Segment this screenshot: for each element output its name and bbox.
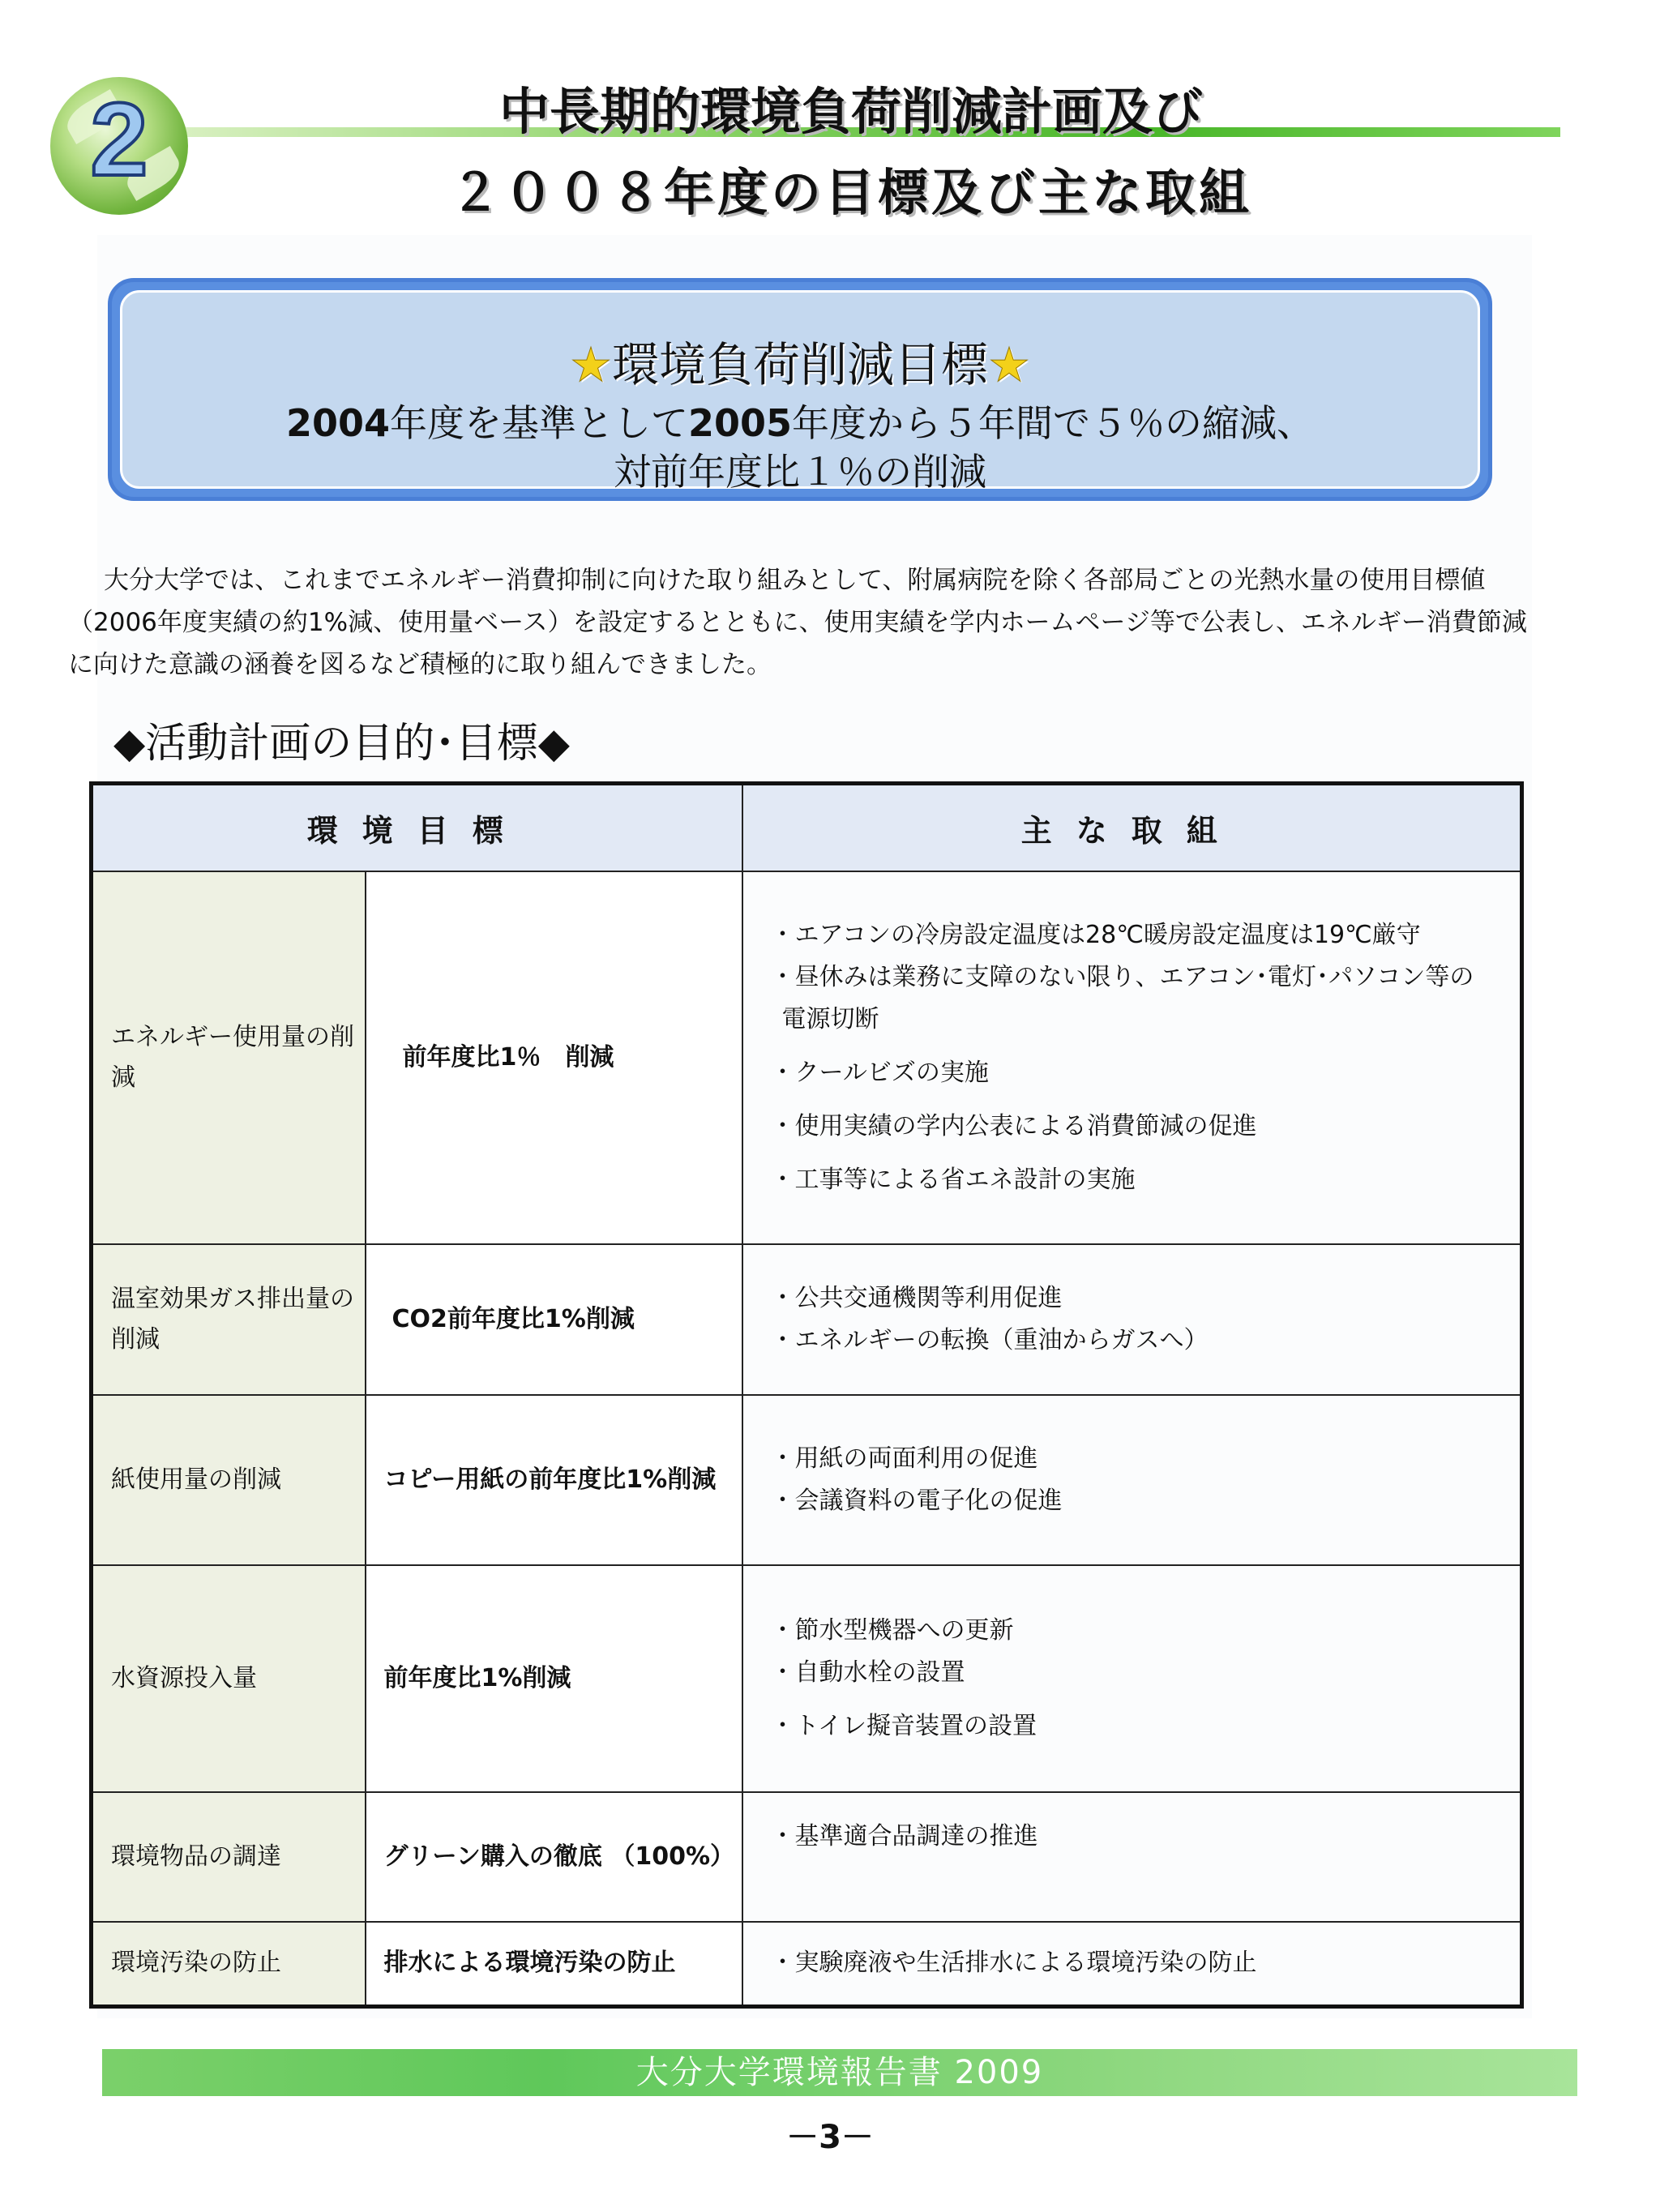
table-row xyxy=(92,1244,1522,1395)
target-heading xyxy=(122,327,1478,395)
target-cell: コピー用紙の前年度比1%削減 xyxy=(366,1395,742,1565)
section-heading: ◆活動計画の目的･目標◆ xyxy=(113,720,570,768)
table-header-row xyxy=(92,784,1522,872)
page-title-line-1: 中長期的環境負荷削減計画及び xyxy=(498,82,1203,141)
action-item: ・実験廃液や生活排水による環境汚染の防止 xyxy=(770,1949,1257,1978)
action-item: ・昼休みは業務に支障のない限り、エアコン･電灯･パソコン等の xyxy=(770,963,1474,991)
action-item: ・エネルギーの転換（重油からガスへ） xyxy=(770,1326,1209,1354)
goal-cell: 温室効果ガス排出量の削減 xyxy=(92,1244,366,1395)
action-item: ・用紙の両面利用の促進 xyxy=(770,1444,1038,1473)
start-year: 2005 xyxy=(688,401,793,445)
target-text-part: 年度を基準として xyxy=(390,401,688,445)
action-item: ・会議資料の電子化の促進 xyxy=(770,1487,1063,1515)
target-cell: グリーン購入の徹底 （100%） xyxy=(366,1792,742,1922)
actions-cell xyxy=(742,1792,1522,1922)
actions-cell xyxy=(742,1922,1522,2006)
actions-cell xyxy=(742,1395,1522,1565)
action-item: ・自動水栓の設置 xyxy=(770,1658,965,1687)
table-row xyxy=(92,1792,1522,1922)
goal-cell: 環境汚染の防止 xyxy=(92,1922,366,2006)
table-row xyxy=(92,1395,1522,1565)
goal-cell: エネルギー使用量の削減 xyxy=(92,871,366,1244)
action-item: ・トイレ擬音装置の設置 xyxy=(770,1712,1038,1740)
page-title-line-2: ２００８年度の目標及び主な取組 xyxy=(449,163,1252,222)
action-item: ・クールビズの実施 xyxy=(770,1059,989,1087)
actions-cell xyxy=(742,1565,1522,1792)
actions-cell xyxy=(742,871,1522,1244)
table-row xyxy=(92,1565,1522,1792)
action-item: ・節水型機器への更新 xyxy=(770,1616,1014,1645)
star-icon: ★ xyxy=(988,337,1030,392)
actions-cell xyxy=(742,1244,1522,1395)
header-main-actions: 主な取組 xyxy=(742,784,1522,872)
target-cell: 排水による環境汚染の防止 xyxy=(366,1922,742,2006)
action-item: ・工事等による省エネ設計の実施 xyxy=(770,1166,1136,1194)
goal-cell: 環境物品の調達 xyxy=(92,1792,366,1922)
target-text-part: 年度から５年間で５％の縮減、 xyxy=(792,401,1315,445)
action-item: 電源切断 xyxy=(781,1005,879,1033)
target-cell: CO2前年度比1%削減 xyxy=(366,1244,742,1395)
action-item: ・使用実績の学内公表による消費節減の促進 xyxy=(770,1112,1257,1140)
base-year: 2004 xyxy=(285,401,390,445)
target-statement-line-1 xyxy=(122,394,1478,447)
action-item: ・基準適合品調達の推進 xyxy=(770,1822,1038,1850)
goal-cell: 紙使用量の削減 xyxy=(92,1395,366,1565)
header-environment-goal: 環境目標 xyxy=(92,784,742,872)
action-item: ・エアコンの冷房設定温度は28℃暖房設定温度は19℃厳守 xyxy=(770,921,1421,949)
target-statement-line-2: 対前年度比１％の削減 xyxy=(614,450,986,494)
star-icon: ★ xyxy=(569,337,612,392)
action-item: ・公共交通機関等利用促進 xyxy=(770,1284,1063,1312)
target-box xyxy=(108,278,1492,501)
section-number-badge xyxy=(50,77,188,215)
target-cell: 前年度比1%削減 xyxy=(366,1565,742,1792)
report-title: 大分大学環境報告書 2009 xyxy=(635,2054,1044,2091)
target-box-inner xyxy=(120,290,1480,494)
table-row xyxy=(92,1922,1522,2006)
table-row xyxy=(92,871,1522,1244)
target-heading-text: 環境負荷削減目標 xyxy=(611,337,988,392)
footer-bar xyxy=(102,2049,1577,2096)
goal-cell: 水資源投入量 xyxy=(92,1565,366,1792)
page-number: －3－ xyxy=(786,2119,874,2156)
intro-paragraph: 大分大学では、これまでエネルギー消費抑制に向けた取り組みとして、附属病院を除く各部局ごとの光熱水量の使用目標値（2006年度実績の約1%減、使用量ベース）を設定するとともに、使用実績を学内ホームページ等で公表し、エネルギー消費節減に向けた意識の涵養を図るなど積極的に取り組んできました。 xyxy=(68,566,1527,679)
goals-table xyxy=(89,781,1524,2009)
target-cell: 前年度比1％ 削減 xyxy=(366,871,742,1244)
section-number: 2 xyxy=(90,82,148,198)
